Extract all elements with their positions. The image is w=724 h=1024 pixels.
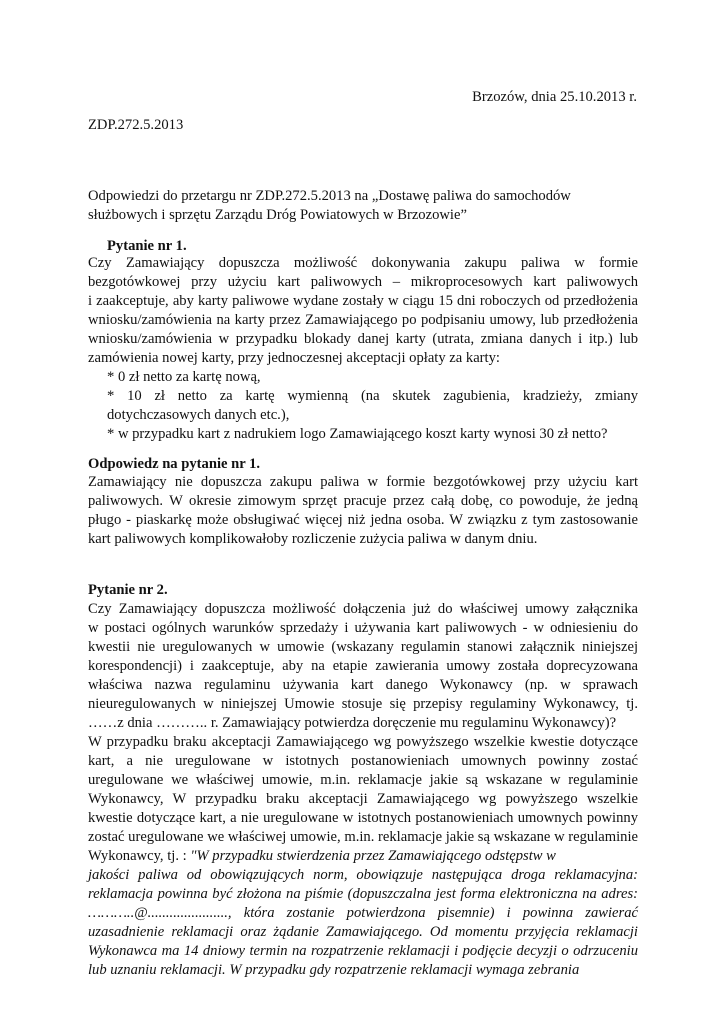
question1-heading: Pytanie nr 1. xyxy=(107,238,187,254)
question2-line: nieuregulowanych w niniejszej Umowie stosuje się przepisy regulaminy Wykonawcy, tj. xyxy=(88,696,638,712)
subject-line-1: Odpowiedzi do przetargu nr ZDP.272.5.2013 na „Dostawę paliwa do samochodów xyxy=(88,188,571,204)
question2-mixed-line xyxy=(88,847,556,866)
question1-line: zamówienia nowej karty, przy jednoczesnej akceptacji opłaty za karty: xyxy=(88,350,500,366)
question1-bullet: * w przypadku kart z nadrukiem logo Zamawiającego koszt karty wynosi 30 zł netto? xyxy=(107,426,608,442)
question2-quote-start: "W przypadku stwierdzenia przez Zamawiającego odstępstw w xyxy=(190,848,556,864)
reference-number: ZDP.272.5.2013 xyxy=(88,117,184,133)
question1-bullet-continuation: dotychczasowych danych etc.), xyxy=(107,407,290,423)
question2-line: kart, a nie uregulowane w istotnych postanowieniach umownych powinny zostać xyxy=(88,753,638,769)
question2-italic-line: uzasadnienie reklamacji oraz żądanie Zamawiającego. Od momentu przyjęcia reklamacji xyxy=(88,924,638,940)
question2-line: kwestii nie uregulowanych w umowie (wskazany regulamin stanowi załącznik niniejszej xyxy=(88,639,638,655)
question2-line: Czy Zamawiający dopuszcza możliwość dołączenia już do właściwej umowy załącznika xyxy=(88,601,638,617)
question1-bullet: * 0 zł netto za kartę nową, xyxy=(107,369,261,385)
question1-line: bezgotówkowej przy użyciu kart paliwowych – mikroprocesowych kart paliwowych xyxy=(88,274,638,290)
question2-line: w postaci ogólnych warunków sprzedaży i używania kart paliwowych - w odniesieniu do xyxy=(88,620,638,636)
question2-italic-line: ………..@......................, która zostanie potwierdzona pisemnie) i powinna zawierać xyxy=(88,905,638,921)
question1-line: Czy Zamawiający dopuszcza możliwość dokonywania zakupu paliwa w formie xyxy=(88,255,638,271)
answer1-line: Zamawiający nie dopuszcza zakupu paliwa w formie bezgotówkowej przy użyciu kart xyxy=(88,474,638,490)
question2-line: korespondencji) i zaakceptuje, aby na etapie zawierania umowy została doprecyzowana xyxy=(88,658,638,674)
question2-heading: Pytanie nr 2. xyxy=(88,582,168,598)
question2-italic-line: reklamacja powinna być złożona na piśmie (dopuszczalna jest forma elektroniczna na adres: xyxy=(88,886,638,902)
answer1-line: kart paliwowych komplikowałoby rozliczenie zużycia paliwa w danym dniu. xyxy=(88,531,538,547)
answer1-heading: Odpowiedz na pytanie nr 1. xyxy=(88,456,261,472)
answer1-line: paliwowych. W okresie zimowym sprzęt pracuje przez całą dobę, co powoduje, że jedną xyxy=(88,493,638,509)
answer1-line: pługo - piaskarkę może obsługiwać więcej niż jedna osoba. W związku z tym zastosowanie xyxy=(88,512,638,528)
question2-italic-line: Wykonawca ma 14 dniowy termin na rozpatrzenie reklamacji i podjęcie decyzji o odrzuceniu xyxy=(88,943,638,959)
question2-line: W przypadku braku akceptacji Zamawiającego wg powyższego wszelkie kwestie dotyczące xyxy=(88,734,638,750)
question1-line: wniosku/zamówienia w przypadku blokady danej karty (utrata, zmiana danych i itp.) lub xyxy=(88,331,638,347)
question2-prefix: Wykonawcy, tj. : xyxy=(88,848,191,864)
place-date: Brzozów, dnia 25.10.2013 r. xyxy=(472,89,637,105)
question2-line: zostać uregulowane we właściwej umowie, m.in. reklamacje jakie są wskazane w regulaminie xyxy=(88,829,638,845)
question2-line: kwestie dotyczące kart, a nie uregulowane w istotnych postanowieniach umownych powinny xyxy=(88,810,638,826)
question1-line: i zaakceptuje, aby karty paliwowe wydane zostały w ciągu 15 dni roboczych od przedłożenia xyxy=(88,293,638,309)
question2-line: właściwa nazwa regulaminu używania kart danego Wykonawcy (np. w sprawach xyxy=(88,677,638,693)
question2-line: ……z dnia ……….. r. Zamawiający potwierdza doręczenie mu regulaminu Wykonawcy)? xyxy=(88,715,617,731)
question2-italic-line: lub uznaniu reklamacji. W przypadku gdy rozpatrzenie reklamacji wymaga zebrania xyxy=(88,962,580,978)
question2-italic-line: jakości paliwa od obowiązujących norm, obowiązuje następująca droga reklamacyjna: xyxy=(88,867,638,883)
question2-line: uregulowane we właściwej umowie, m.in. reklamacje jakie są wskazane w regulaminie xyxy=(88,772,638,788)
question2-line: Wykonawcy, W przypadku braku akceptacji Zamawiającego wg powyższego wszelkie xyxy=(88,791,638,807)
question1-bullet: * 10 zł netto za kartę wymienną (na skutek zagubienia, kradzieży, zmiany xyxy=(107,388,638,404)
subject-line-2: służbowych i sprzętu Zarządu Dróg Powiatowych w Brzozowie” xyxy=(88,207,467,223)
question1-line: wniosku/zamówienia na karty przez Zamawiającego po podpisaniu umowy, lub przedłożenia xyxy=(88,312,638,328)
